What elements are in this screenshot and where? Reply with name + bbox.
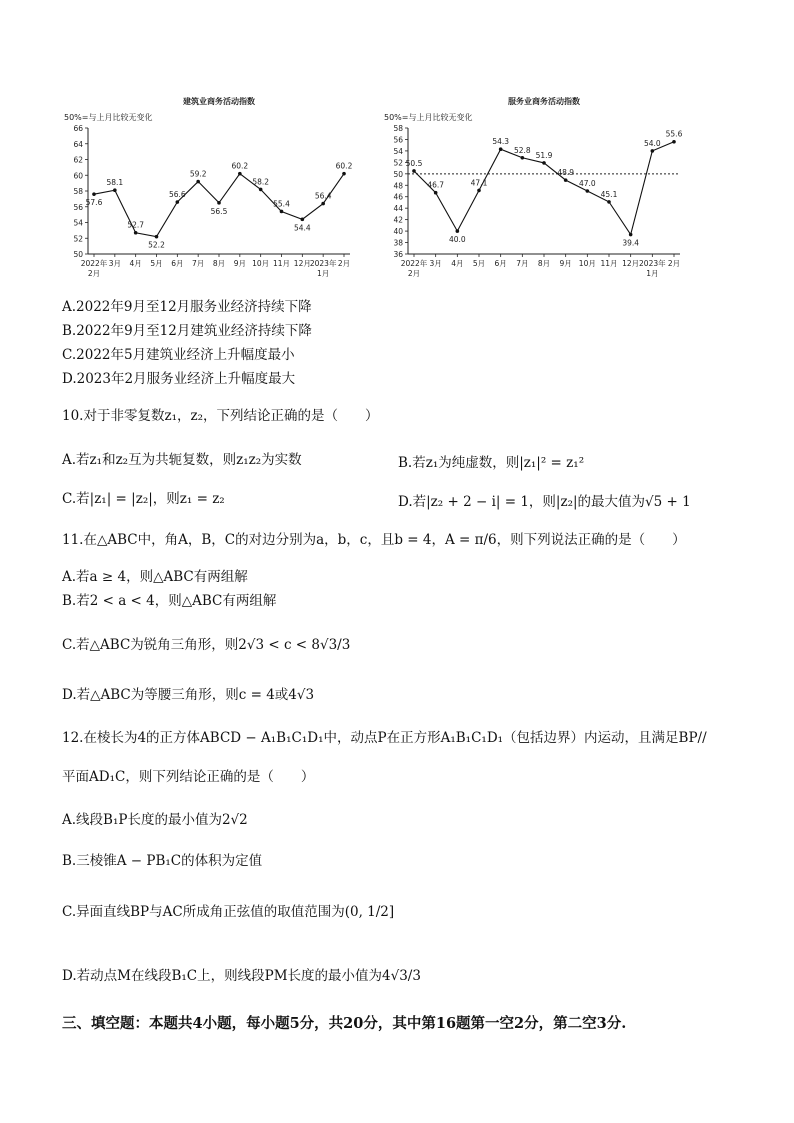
q12-option-c: C.异面直线BP与AC所成角正弦值的取值范围为(0, 1/2] (62, 904, 395, 920)
q10-option-c: C.若|z₁| = |z₂|，则z₁ = z₂ (62, 491, 225, 507)
q10-option-a: A.若z₁和z₂互为共轭复数，则z₁z₂为实数 (62, 452, 302, 468)
q9-option-a: A.2022年9月至12月服务业经济持续下降 (62, 299, 312, 315)
data-point (196, 180, 200, 184)
data-label: 60.2 (335, 161, 353, 171)
q10-option-b: B.若z₁为纯虚数，则|z₁|² = z₁² (398, 455, 585, 471)
data-point (176, 200, 180, 204)
data-label: 45.1 (600, 189, 618, 199)
data-label: 55.4 (273, 199, 290, 209)
data-label: 54.3 (492, 137, 510, 147)
data-label: 58.1 (106, 178, 124, 188)
data-point (113, 188, 117, 192)
data-point (238, 172, 242, 176)
x-tick-label: 11月 (600, 259, 618, 268)
y-tick-label: 52 (73, 234, 83, 244)
q11-option-d: D.若△ABC为等腰三角形，则c = 4或4√3 (62, 687, 315, 703)
data-point (499, 147, 503, 151)
x-tick-label: 12月 (293, 259, 311, 268)
x-tick-label: 5月 (472, 259, 486, 268)
data-point (321, 202, 325, 206)
data-point (134, 231, 138, 235)
q12-option-d: D.若动点M在线段B₁C上，则线段PM长度的最小值为4√3/3 (62, 968, 421, 984)
q10-stem: 10.对于非零复数z₁，z₂，下列结论正确的是（ ） (62, 408, 379, 424)
x-tick-label: 2022年 2月 (80, 259, 108, 278)
data-label: 50.5 (405, 158, 423, 168)
data-label: 52.8 (513, 145, 531, 155)
construction-index-chart (58, 92, 358, 292)
x-tick-label: 3月 (108, 259, 121, 268)
y-tick-label: 64 (73, 139, 83, 149)
data-point (629, 233, 633, 237)
q9-option-d: D.2023年2月服务业经济上升幅度最大 (62, 371, 296, 387)
y-tick-label: 36 (393, 250, 403, 259)
y-tick-label: 54 (393, 146, 403, 156)
y-tick-label: 42 (393, 215, 403, 225)
y-tick-label: 38 (393, 238, 403, 248)
data-point (412, 169, 416, 173)
data-label: 48.9 (557, 168, 575, 178)
data-label: 56.5 (210, 206, 228, 216)
q11-option-b: B.若2 < a < 4，则△ABC有两组解 (62, 593, 277, 609)
x-tick-label: 9月 (233, 259, 246, 268)
x-tick-label: 2022年 2月 (400, 259, 428, 278)
x-tick-label: 7月 (192, 259, 205, 268)
x-tick-label: 7月 (516, 259, 529, 268)
x-tick-label: 2023年 1月 (639, 259, 666, 278)
y-tick-label: 44 (393, 204, 403, 214)
data-point (586, 189, 590, 193)
data-label: 56.6 (168, 190, 186, 200)
services-index-chart (378, 92, 688, 292)
data-label: 47.1 (470, 178, 488, 188)
x-tick-label: 2月 (337, 259, 351, 268)
q11-stem: 11.在△ABC中，角A，B，C的对边分别为a，b，c，且b = 4，A = π/6，则下列说法正确的是（ ） (62, 532, 686, 548)
data-point (342, 172, 346, 176)
data-point (434, 191, 438, 195)
x-tick-label: 3月 (429, 259, 442, 268)
data-point (672, 140, 676, 144)
x-tick-label: 10月 (252, 259, 270, 268)
y-tick-label: 46 (393, 192, 403, 202)
y-tick-label: 62 (73, 155, 83, 165)
data-label: 46.7 (427, 180, 445, 190)
y-tick-label: 54 (73, 218, 83, 228)
data-label: 60.2 (231, 161, 249, 171)
x-tick-label: 2月 (667, 259, 681, 268)
x-tick-label: 2023年 1月 (309, 259, 337, 278)
y-tick-label: 50 (393, 169, 403, 179)
x-tick-label: 6月 (494, 259, 507, 268)
x-tick-label: 10月 (578, 259, 596, 268)
data-label: 59.2 (189, 169, 207, 179)
data-label: 52.2 (148, 240, 165, 250)
x-tick-label: 4月 (451, 259, 464, 268)
chart-title: 服务业商务活动指数 (508, 97, 580, 106)
data-point (651, 149, 655, 153)
q12-option-b: B.三棱锥A − PB₁C的体积为定值 (62, 853, 263, 869)
chart-title: 建筑业商务活动指数 (183, 97, 255, 106)
q9-option-b: B.2022年9月至12月建筑业经济持续下降 (62, 323, 312, 339)
x-tick-label: 8月 (212, 259, 226, 268)
data-point (542, 161, 546, 165)
q10-option-d: D.若|z₂ + 2 − i| = 1，则|z₂|的最大值为√5 + 1 (398, 494, 691, 510)
data-label: 54.4 (293, 223, 311, 233)
x-tick-label: 8月 (537, 259, 551, 268)
q12-stem-line2: 平面AD₁C，则下列结论正确的是（ ） (62, 769, 315, 785)
data-point (280, 210, 284, 214)
y-tick-label: 50 (73, 250, 83, 259)
data-point (155, 235, 159, 239)
x-tick-label: 5月 (150, 259, 163, 268)
data-point (92, 192, 96, 196)
data-point (217, 201, 221, 205)
section-3-heading: 三、填空题：本题共4小题，每小题5分，共20分，其中第16题第一空2分，第二空3分. (62, 1015, 627, 1032)
data-point (456, 229, 460, 233)
x-tick-label: 12月 (622, 259, 640, 268)
x-tick-label: 9月 (559, 259, 572, 268)
data-point (521, 156, 525, 160)
y-tick-label: 56 (73, 202, 83, 212)
q11-option-c: C.若△ABC为锐角三角形，则2√3 < c < 8√3/3 (62, 637, 351, 653)
data-label: 52.7 (127, 220, 145, 230)
data-label: 57.6 (85, 198, 103, 208)
chart-subtitle: 50%=与上月比较无变化 (64, 113, 153, 122)
x-tick-label: 6月 (171, 259, 184, 268)
y-tick-label: 58 (73, 187, 83, 196)
q11-option-a: A.若a ≥ 4，则△ABC有两组解 (62, 569, 248, 585)
data-point (607, 200, 611, 204)
x-tick-label: 4月 (129, 259, 142, 268)
x-tick-label: 11月 (272, 259, 291, 268)
y-tick-label: 60 (73, 171, 83, 181)
y-tick-label: 66 (73, 124, 83, 133)
data-point (477, 189, 481, 193)
q12-option-a: A.线段B₁P长度的最小值为2√2 (62, 812, 248, 828)
data-point (564, 178, 568, 182)
q9-option-c: C.2022年5月建筑业经济上升幅度最小 (62, 347, 295, 363)
data-label: 56.4 (314, 191, 332, 201)
data-label: 54.0 (643, 138, 661, 148)
data-point (301, 218, 305, 222)
y-tick-label: 56 (393, 135, 403, 145)
data-label: 51.9 (535, 150, 553, 160)
y-tick-label: 58 (393, 124, 403, 133)
data-point (259, 188, 263, 192)
data-label: 40.0 (448, 235, 466, 245)
data-label: 47.0 (578, 179, 596, 188)
data-label: 58.2 (252, 177, 270, 187)
y-tick-label: 52 (393, 158, 403, 168)
y-tick-label: 48 (393, 181, 403, 191)
data-label: 39.4 (622, 238, 640, 248)
q12-stem-line1: 12.在棱长为4的正方体ABCD − A₁B₁C₁D₁中，动点P在正方形A₁B₁C₁D₁（包括边界）内运动，且满足BP// (62, 730, 707, 746)
chart-subtitle: 50%=与上月比较无变化 (384, 113, 473, 122)
y-tick-label: 40 (393, 227, 403, 237)
data-label: 55.6 (665, 129, 683, 139)
